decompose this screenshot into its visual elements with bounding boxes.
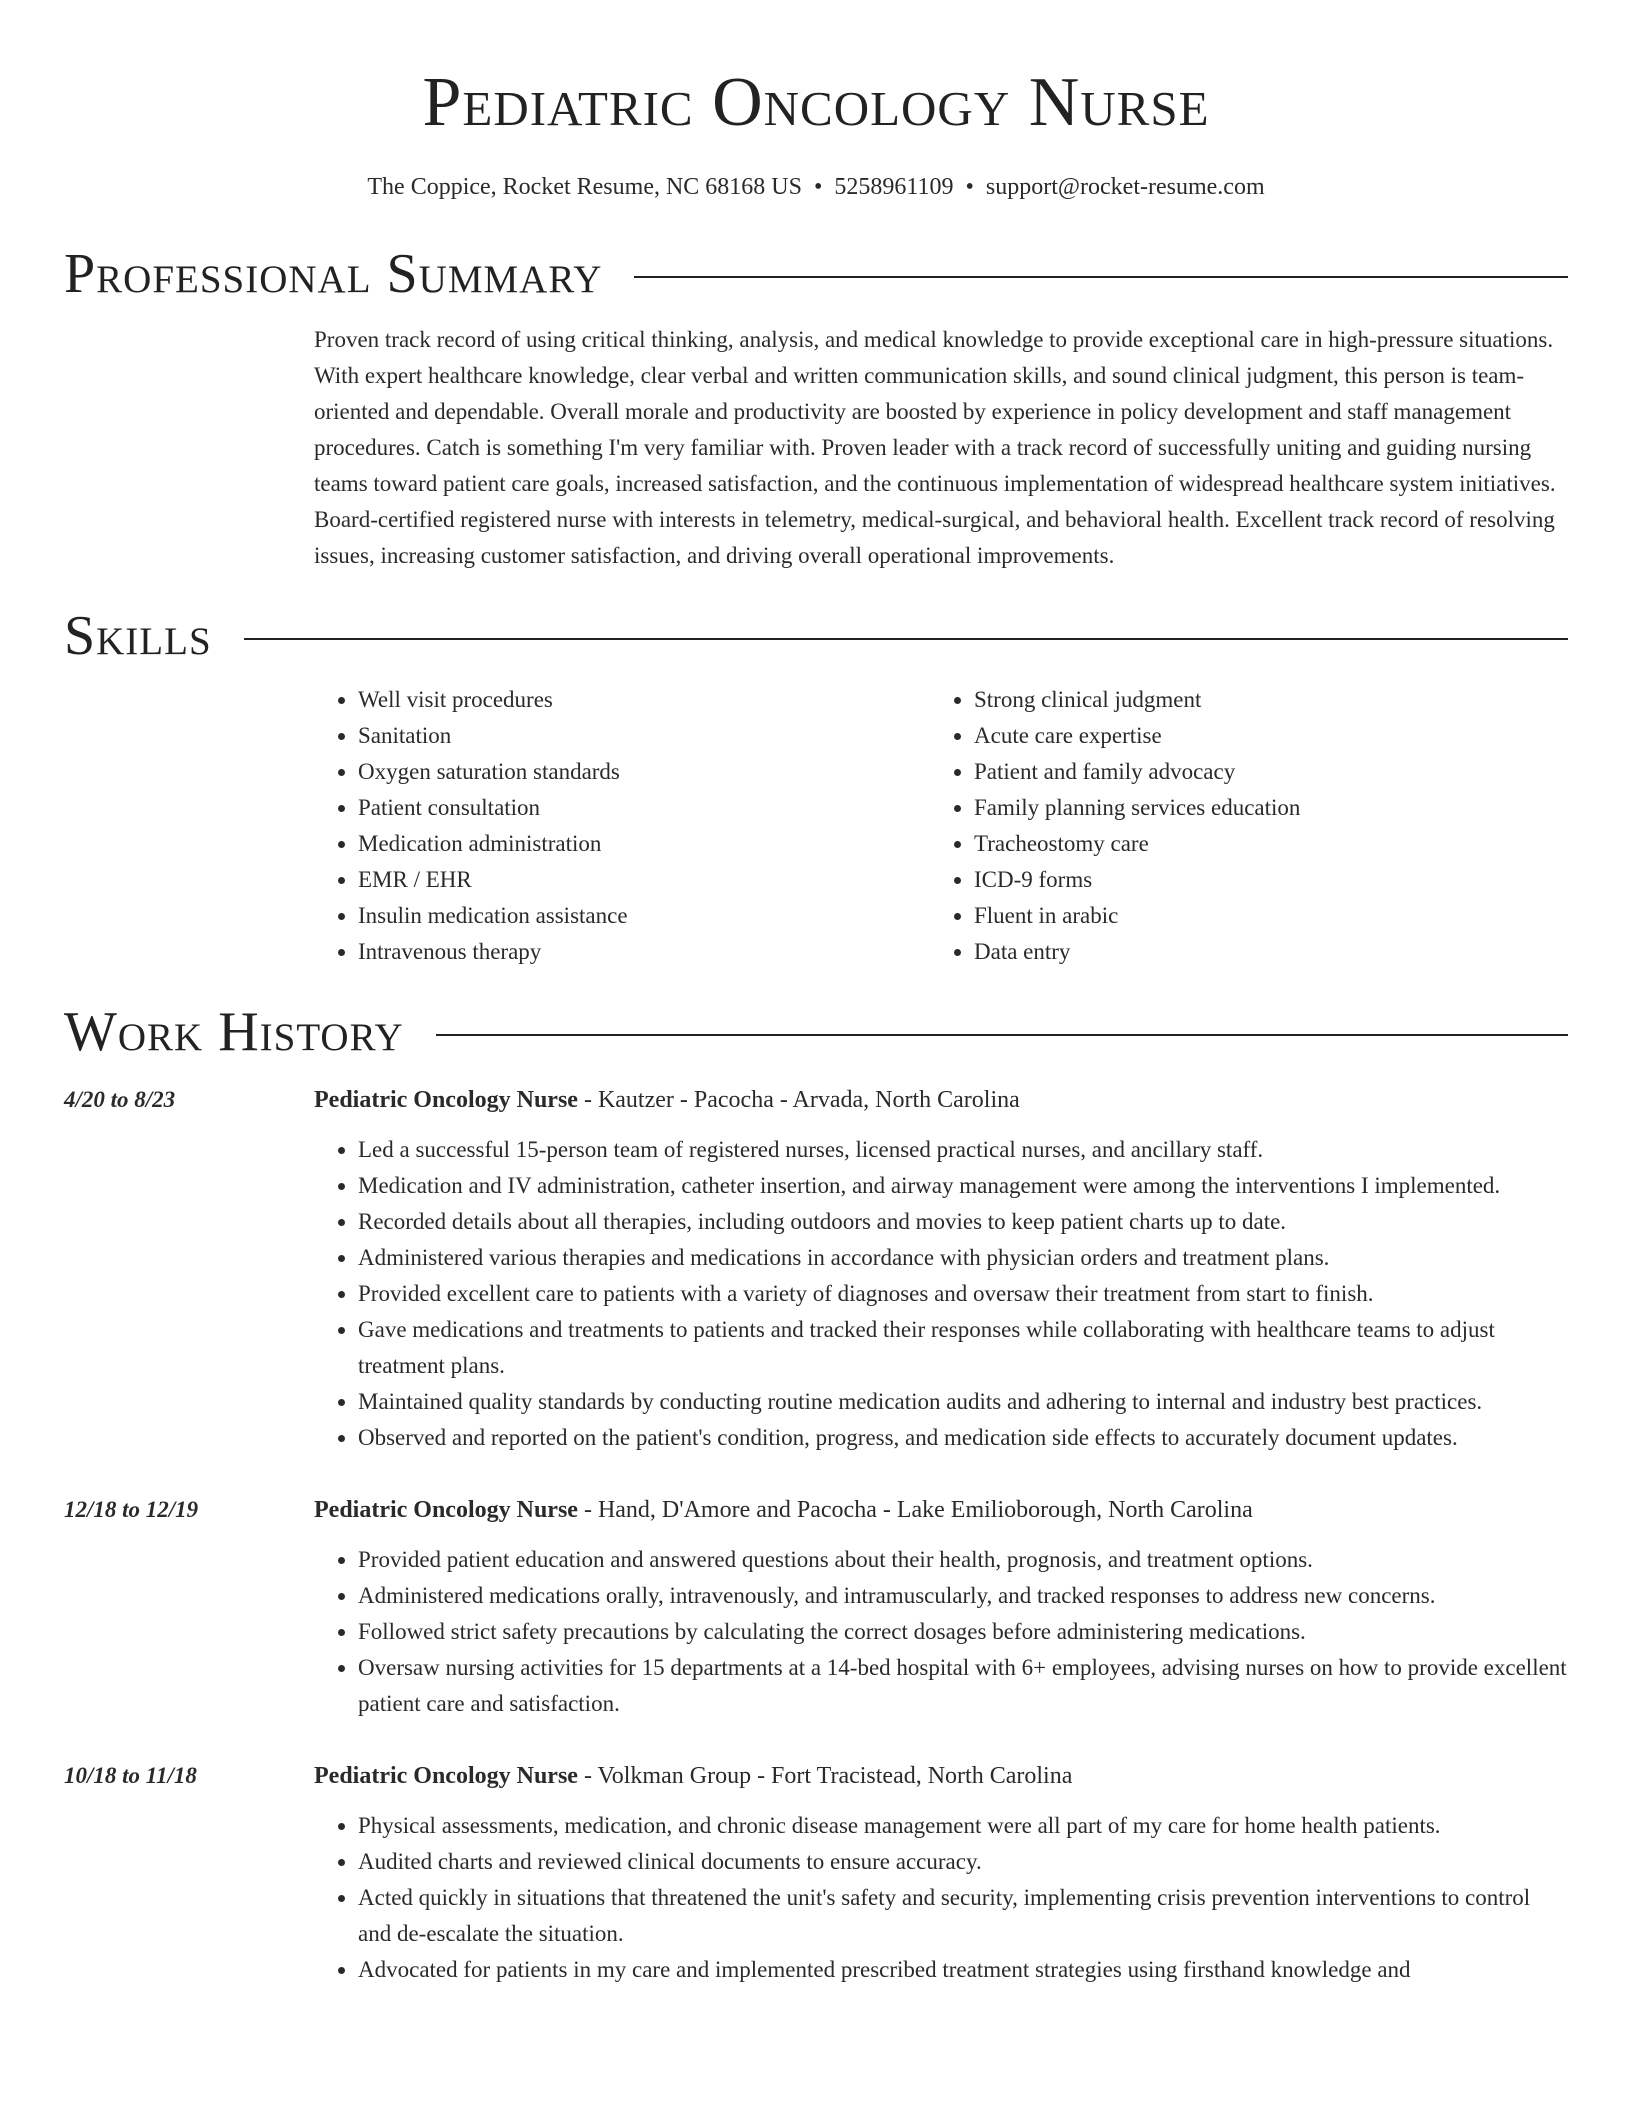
skill-item: • Data entry (974, 934, 1546, 970)
job-bullet: • Followed strict safety precautions by calculating the correct dosages before administering medications. (358, 1614, 1568, 1650)
job-bullets (314, 1542, 1568, 1722)
job-details (314, 1758, 1568, 1988)
job-bullet: • Oversaw nursing activities for 15 departments at a 14-bed hospital with 6+ employees, advising nurses on how to provide excellent patient care and satisfaction. (358, 1650, 1568, 1722)
skill-item: • Acute care expertise (974, 718, 1546, 754)
section-divider (436, 1034, 1568, 1036)
skill-item: • ICD-9 forms (974, 862, 1546, 898)
summary-text: Proven track record of using critical thinking, analysis, and medical knowledge to provide exceptional care in high-pressure situations. With expert healthcare knowledge, clear verbal and written communication skills, and sound clinical judgment, this person is team-oriented and dependable. Overall morale and productivity are boosted by experience in policy development and staff management procedures. Catch is something I'm very familiar with. Proven leader with a track record of successfully uniting and guiding nursing teams toward patient care goals, increased satisfaction, and the continuous implementation of widespread healthcare system initiatives. Board-certified registered nurse with interests in telemetry, medical-surgical, and behavioral health. Excellent track record of resolving issues, increasing customer satisfaction, and driving overall operational improvements. (314, 327, 1556, 568)
job-title: Pediatric Oncology Nurse (314, 1497, 578, 1523)
job-employer: - Hand, D'Amore and Pacocha - Lake Emilioborough, North Carolina (577, 1497, 1253, 1523)
skill-item: • Family planning services education (974, 790, 1546, 826)
job-bullet: • Audited charts and reviewed clinical documents to ensure accuracy. (358, 1844, 1568, 1880)
job-bullet: • Acted quickly in situations that threatened the unit's safety and security, implementing crisis prevention interventions to control and de-escalate the situation. (358, 1880, 1568, 1952)
job-bullet: • Provided patient education and answered questions about their health, prognosis, and treatment options. (358, 1542, 1568, 1578)
skill-item: • EMR / EHR (358, 862, 930, 898)
job-bullet: • Provided excellent care to patients with a variety of diagnoses and oversaw their treatment from start to finish. (358, 1276, 1568, 1312)
job-dates: 10/18 to 11/18 (64, 1763, 197, 1788)
work-heading: Work History (64, 1001, 404, 1063)
skill-item: • Sanitation (358, 718, 930, 754)
skill-item: • Strong clinical judgment (974, 682, 1546, 718)
skill-item: • Patient consultation (358, 790, 930, 826)
skill-item: • Fluent in arabic (974, 898, 1546, 934)
work-section-header (64, 1000, 1568, 1064)
job-bullet: • Recorded details about all therapies, including outdoors and movies to keep patient charts up to date. (358, 1204, 1568, 1240)
job-bullet: • Observed and reported on the patient's condition, progress, and medication side effects to accurately document updates. (358, 1420, 1568, 1456)
contact-separator: • (814, 174, 823, 200)
job-bullets (314, 1132, 1568, 1456)
job-bullets (314, 1808, 1568, 1988)
job-bullet: • Medication and IV administration, catheter insertion, and airway management were among the interventions I implemented. (358, 1168, 1568, 1204)
contact-separator: • (965, 174, 974, 200)
skills-section-header (64, 604, 1568, 668)
job-details (314, 1492, 1568, 1722)
skill-item: • Patient and family advocacy (974, 754, 1546, 790)
candidate-name: Pediatric Oncology Nurse (422, 64, 1210, 141)
job-bullet: • Led a successful 15-person team of registered nurses, licensed practical nurses, and ancillary staff. (358, 1132, 1568, 1168)
skill-item: • Medication administration (358, 826, 930, 862)
job-details (314, 1082, 1568, 1456)
job-bullet: • Administered various therapies and medications in accordance with physician orders and treatment plans. (358, 1240, 1568, 1276)
job-entry (64, 1082, 1568, 1456)
job-bullet: • Physical assessments, medication, and chronic disease management were all part of my care for home health patients. (358, 1808, 1568, 1844)
job-dates: 12/18 to 12/19 (64, 1497, 199, 1522)
job-title: Pediatric Oncology Nurse (314, 1763, 578, 1789)
summary-section-header (64, 242, 1568, 306)
job-title: Pediatric Oncology Nurse (314, 1087, 578, 1113)
summary-heading: Professional Summary (64, 243, 603, 305)
contact-phone: 5258961109 (834, 174, 954, 200)
contact-address: The Coppice, Rocket Resume, NC 68168 US (367, 174, 802, 200)
skill-item: • Insulin medication assistance (358, 898, 930, 934)
contact-email: support@rocket-resume.com (985, 174, 1265, 200)
job-entry (64, 1492, 1568, 1722)
job-heading (314, 1492, 1568, 1528)
job-entry (64, 1758, 1568, 1988)
job-bullet: • Gave medications and treatments to patients and tracked their responses while collaborating with healthcare teams to adjust treatment plans. (358, 1312, 1568, 1384)
skill-item: • Intravenous therapy (358, 934, 930, 970)
job-employer: - Volkman Group - Fort Tracistead, North Carolina (577, 1763, 1073, 1789)
job-bullet: • Maintained quality standards by conducting routine medication audits and adhering to internal and industry best practices. (358, 1384, 1568, 1420)
skills-list (314, 682, 1568, 970)
job-dates: 4/20 to 8/23 (64, 1087, 176, 1112)
job-heading (314, 1082, 1568, 1118)
job-heading (314, 1758, 1568, 1794)
skill-item: • Well visit procedures (358, 682, 930, 718)
job-bullet: • Administered medications orally, intravenously, and intramuscularly, and tracked responses to address new concerns. (358, 1578, 1568, 1614)
section-divider (244, 638, 1568, 640)
section-divider (634, 276, 1568, 278)
skill-item: • Oxygen saturation standards (358, 754, 930, 790)
job-bullet: • Advocated for patients in my care and implemented prescribed treatment strategies using firsthand knowledge and (358, 1952, 1568, 1988)
contact-line (64, 170, 1568, 204)
skill-item: • Tracheostomy care (974, 826, 1546, 862)
skills-column-right (930, 682, 1546, 970)
skills-heading: Skills (64, 605, 212, 667)
skills-column-left (314, 682, 930, 970)
job-employer: - Kautzer - Pacocha - Arvada, North Carolina (577, 1087, 1020, 1113)
